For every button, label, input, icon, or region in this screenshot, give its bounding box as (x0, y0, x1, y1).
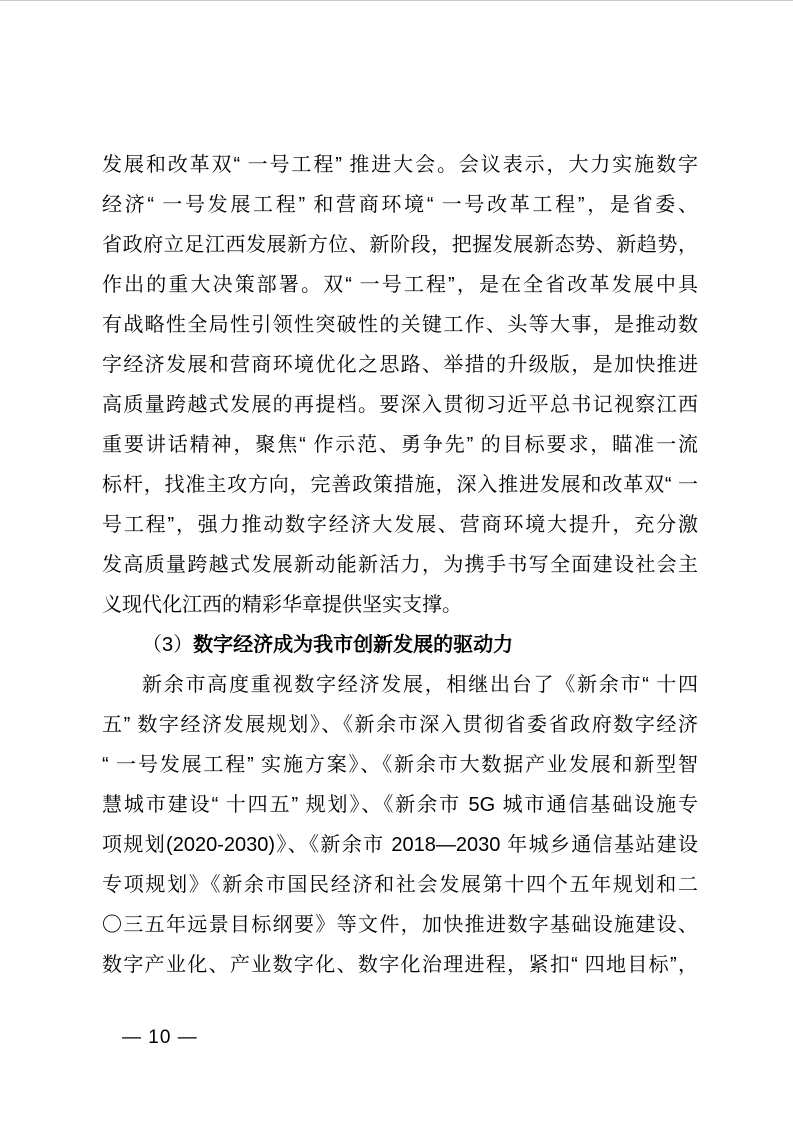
section-heading-title: 数字经济成为我市创新发展的驱动力 (193, 634, 514, 656)
text-line: 义现代化江西的精彩华章提供坚实支撑。 (102, 594, 462, 616)
text-line: 发展和改革双“ 一号工程” 推进大会。会议表示，大力实施数字 (102, 154, 698, 176)
text-line: 省政府立足江西发展新方位、新阶段，把握发展新态势、新趋势， (102, 234, 698, 256)
text-line: 标杆，找准主攻方向，完善政策措施，深入推进发展和改革双“ 一 (102, 474, 698, 496)
text-line: 号工程”，强力推动数字经济大发展、营商环境大提升，充分激 (102, 514, 698, 536)
section-heading-numbering: （3） (142, 634, 194, 656)
text-line: 数字产业化、产业数字化、数字化治理进程，紧扣“ 四地目标”， (102, 954, 698, 976)
text-line: 〇三五年远景目标纲要》等文件，加快推进数字基础设施建设、 (102, 914, 698, 936)
text-line: 重要讲话精神，聚焦“ 作示范、勇争先” 的目标要求，瞄准一流 (102, 434, 698, 456)
text-block (102, 145, 698, 985)
text-line: “ 一号发展工程” 实施方案》、《新余市大数据产业发展和新型智 (102, 754, 698, 776)
text-line: 专项规划》《新余市国民经济和社会发展第十四个五年规划和二 (102, 874, 698, 896)
text-line: 有战略性全局性引领性突破性的关键工作、头等大事，是推动数 (102, 314, 698, 336)
text-line: 高质量跨越式发展的再提档。要深入贯彻习近平总书记视察江西 (102, 394, 698, 416)
text-line: 慧城市建设“ 十四五” 规划》、《新余市 5G 城市通信基础设施专 (102, 794, 698, 816)
text-line: 经济“ 一号发展工程” 和营商环境“ 一号改革工程”，是省委、 (102, 194, 698, 216)
text-line: 发高质量跨越式发展新动能新活力，为携手书写全面建设社会主 (102, 554, 698, 576)
text-line: 字经济发展和营商环境优化之思路、举措的升级版，是加快推进 (102, 354, 698, 376)
section-heading (102, 625, 698, 665)
page-number: — 10 — (122, 1027, 198, 1048)
text-line: 新余市高度重视数字经济发展，相继出台了《新余市“ 十四 (142, 674, 698, 696)
text-line: 项规划(2020-2030)》、《新余市 2018—2030 年城乡通信基站建设 (102, 834, 698, 856)
text-line: 五” 数字经济发展规划》、《新余市深入贯彻省委省政府数字经济 (102, 714, 698, 736)
text-line: 作出的重大决策部署。双“ 一号工程”，是在全省改革发展中具 (102, 274, 698, 296)
